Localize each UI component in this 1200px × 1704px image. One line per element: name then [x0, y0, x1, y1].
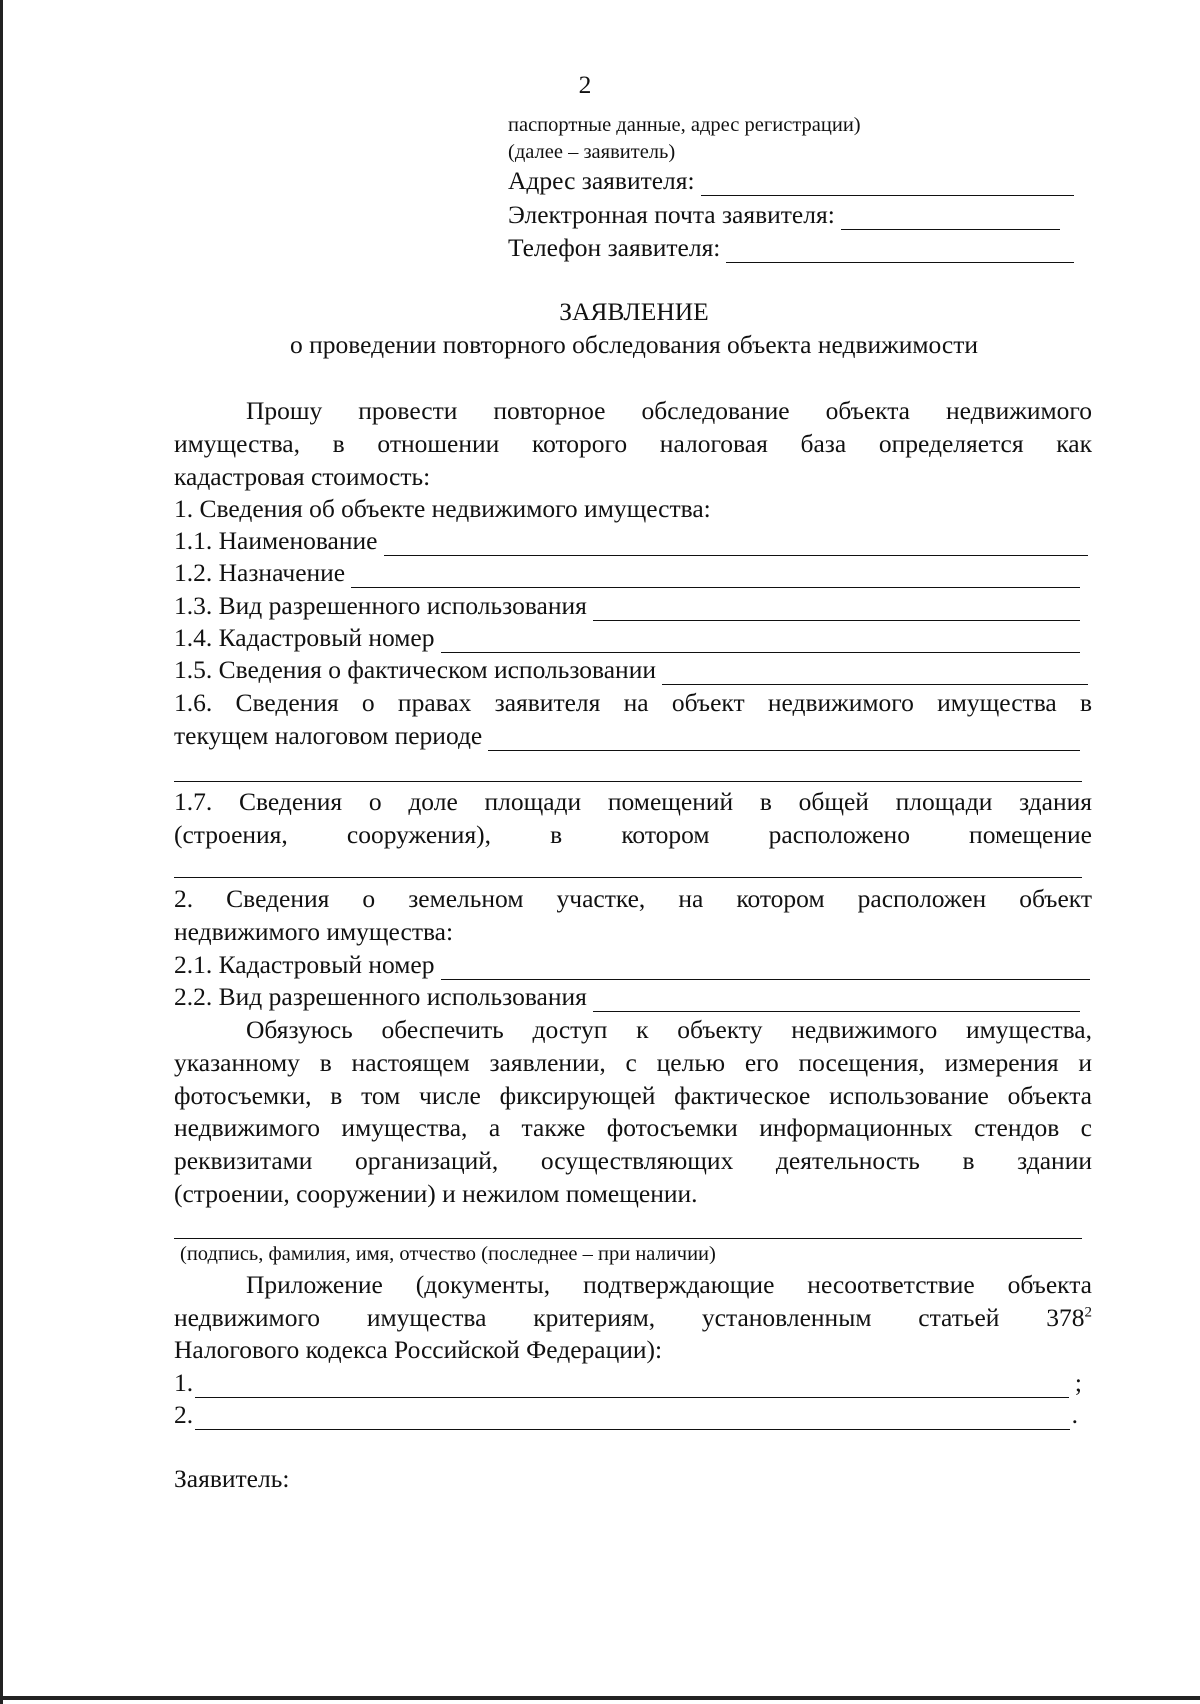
appendix-line-1-text: Приложение (документы, подтверждающие несоответствие объекта [246, 1270, 1092, 1299]
appendix-item-2-label: 2. [174, 1400, 194, 1429]
appendix-item-1-row [174, 1368, 1082, 1398]
phone-field-row [508, 233, 1074, 263]
header-applicant-line: (далее – заявитель) [508, 141, 676, 163]
email-field-row [508, 200, 1060, 230]
input-line-1-6-extra[interactable] [174, 781, 1082, 782]
label-1-2: 1.2. Назначение [174, 558, 346, 587]
applicant-label: Заявитель: [174, 1464, 290, 1493]
input-line-2-2[interactable] [593, 989, 1080, 1012]
input-line-1-7[interactable] [174, 877, 1082, 878]
label-2-2: 2.2. Вид разрешенного использования [174, 982, 587, 1011]
appendix-item-2-line[interactable] [195, 1407, 1070, 1430]
input-line-1-4[interactable] [441, 630, 1081, 653]
address-field-row [508, 166, 1074, 196]
label-1-4: 1.4. Кадастровый номер [174, 623, 435, 652]
article-superscript: 2 [1084, 1304, 1092, 1321]
obligation-line-2: указанному в настоящем заявлении, с целью его посещения, измерения и [174, 1048, 1092, 1077]
label-1-6: текущем налоговом периоде [174, 721, 483, 750]
scan-edge-bottom [0, 1696, 1200, 1700]
appendix-item-2-row [174, 1400, 1078, 1430]
section1-heading: 1. Сведения об объекте недвижимого имущества: [174, 494, 711, 523]
page-number: 2 [578, 70, 592, 99]
appendix-line-3: Налогового кодекса Российской Федерации): [174, 1335, 663, 1364]
section2-heading-line-1: 2. Сведения о земельном участке, на котором расположен объект [174, 884, 1092, 913]
appendix-item-1-end: ; [1074, 1368, 1082, 1397]
obligation-line-3: фотосъемки, в том числе фиксирующей фактическое использование объекта [174, 1081, 1092, 1110]
document-title: ЗАЯВЛЕНИЕ [559, 297, 709, 326]
label-1-3: 1.3. Вид разрешенного использования [174, 591, 587, 620]
field-row-2-2 [174, 982, 1080, 1012]
obligation-line-1: Обязуюсь обеспечить доступ к объекту недвижимого имущества, [246, 1015, 1092, 1044]
field-row-1-1 [174, 526, 1088, 556]
obligation-line-4: недвижимого имущества, а также фотосъемки информационных стендов с [174, 1113, 1092, 1142]
address-input-line[interactable] [701, 173, 1074, 196]
header-passport-line: паспортные данные, адрес регистрации) [508, 114, 861, 136]
appendix-line-2-text: недвижимого имущества критериям, установленным статьей 378 [174, 1303, 1085, 1332]
label-1-1: 1.1. Наименование [174, 526, 378, 555]
item-1-7-line-2: (строения, сооружения), в котором расположено помещение [174, 820, 1092, 849]
input-line-1-3[interactable] [593, 598, 1080, 621]
field-row-1-4 [174, 623, 1080, 653]
input-line-1-1[interactable] [384, 533, 1089, 556]
input-line-1-5[interactable] [662, 662, 1088, 685]
field-row-1-5 [174, 655, 1088, 685]
label-2-1: 2.1. Кадастровый номер [174, 950, 435, 979]
obligation-line-6: (строении, сооружении) и нежилом помещении. [174, 1179, 698, 1208]
intro-line-1: Прошу провести повторное обследование объекта недвижимого [246, 396, 1092, 425]
scan-edge-left [0, 0, 3, 1704]
item-1-7-line-1: 1.7. Сведения о доле площади помещений в общей площади здания [174, 787, 1092, 816]
phone-label: Телефон заявителя: [508, 233, 721, 262]
document-subtitle: о проведении повторного обследования объекта недвижимости [289, 330, 979, 359]
address-label: Адрес заявителя: [508, 166, 695, 195]
field-row-2-1 [174, 950, 1090, 980]
email-input-line[interactable] [841, 207, 1060, 230]
appendix-line-1 [246, 1270, 1092, 1300]
phone-input-line[interactable] [726, 240, 1074, 263]
signature-caption: (подпись, фамилия, имя, отчество (последнее – при наличии) [180, 1243, 716, 1265]
input-line-2-1[interactable] [441, 957, 1091, 980]
signature-line[interactable] [174, 1238, 1082, 1239]
field-row-1-2 [174, 558, 1080, 588]
appendix-item-1-label: 1. [174, 1368, 194, 1397]
field-row-1-3 [174, 591, 1080, 621]
appendix-item-1-line[interactable] [195, 1375, 1069, 1398]
appendix-item-2-end: . [1071, 1400, 1078, 1429]
intro-line-3: кадастровая стоимость: [174, 462, 431, 491]
input-line-1-6[interactable] [488, 728, 1080, 751]
label-1-5: 1.5. Сведения о фактическом использовании [174, 655, 656, 684]
obligation-line-5: реквизитами организаций, осуществляющих деятельность в здании [174, 1146, 1092, 1175]
section2-heading-line-2: недвижимого имущества: [174, 917, 454, 946]
item-1-6-line-1: 1.6. Сведения о правах заявителя на объект недвижимого имущества в [174, 688, 1092, 717]
field-row-1-6 [174, 721, 1080, 751]
appendix-line-2 [174, 1303, 1092, 1333]
intro-line-2: имущества, в отношении которого налоговая база определяется как [174, 429, 1092, 458]
email-label: Электронная почта заявителя: [508, 200, 835, 229]
input-line-1-2[interactable] [351, 565, 1080, 588]
